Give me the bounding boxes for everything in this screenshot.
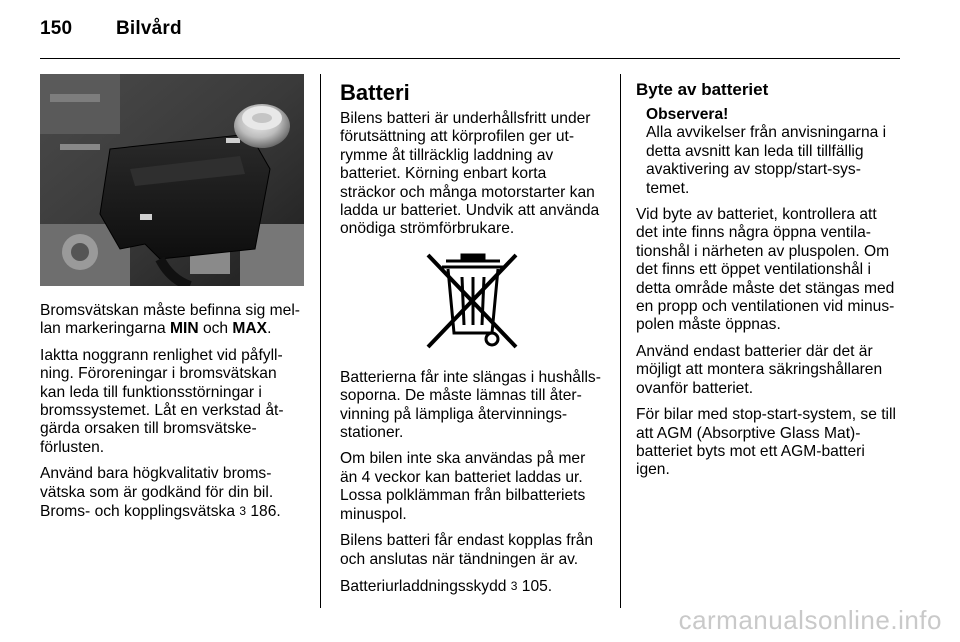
section-heading-battery-replacement: Byte av batteriet — [636, 80, 769, 99]
column-brake-fluid — [40, 74, 306, 529]
min-mark: MIN — [170, 320, 199, 338]
page-ref-arrow-icon: 3 — [510, 578, 518, 593]
section-title: Bilvård — [116, 18, 182, 39]
header-rule — [40, 58, 900, 59]
fuse-holder-paragraph: Använd endast batterier där det är möjligt att montera säkringshållaren ovanför batteriet. — [636, 342, 883, 397]
page-ref-link[interactable]: 186. — [246, 503, 281, 521]
page-header — [40, 18, 182, 40]
page-ref-arrow-icon: 3 — [239, 504, 247, 519]
page-ref-link[interactable]: 105. — [517, 577, 553, 595]
cleanliness-paragraph: Iaktta noggrann renlighet vid påfyll-ning. Föroreningar i bromsvätskan kan leda till funktionsstörningar i bromssystemet. Låt en verkstad åt-gärda orsaken till bromsvätske-förlusten. — [40, 346, 284, 456]
storage-paragraph: Om bilen inte ska användas på mer än 4 veckor kan batteriet laddas ur. Lossa polklämman från bilbatteriets minuspol. — [340, 450, 586, 523]
crossed-out-wheelie-bin-icon — [418, 251, 528, 355]
column-battery — [340, 74, 606, 604]
note-text: Alla avvikelser från anvisningarna i detta avsnitt kan leda till tillfällig avaktivering av stopp/start-sys-temet. — [646, 124, 887, 197]
section-heading-battery: Batteri — [340, 80, 410, 105]
note-box — [646, 106, 902, 198]
column-divider — [320, 74, 321, 608]
ventilation-paragraph: Vid byte av batteriet, kontrollera att det inte finns några öppna ventila-tionshål i närheten av pluspolen. Om det finns ett öppet ventilationshål i detta område måste det stängas med en propp och ventilationen vid minus-polen måste öppnas. — [636, 206, 895, 334]
discharge-protection-paragraph: Batteriurladdningsskydd 3 105. — [340, 577, 553, 595]
note-title: Observera! — [646, 106, 729, 123]
watermark: carmanualsonline.info — [678, 605, 942, 635]
fluid-quality-paragraph: Använd bara högkvalitativ broms-vätska som är godkänd för din bil. Broms- och kopplingsvätska 3 186. — [40, 465, 281, 521]
disconnect-paragraph: Bilens batteri får endast kopplas från och anslutas när tändningen är av. — [340, 532, 594, 568]
battery-intro-paragraph: Bilens batteri är underhållsfritt under förutsättning att körprofilen ger ut-rymme åt tillräcklig laddning av batteriet. Körning enbart korta sträckor och många motorstarter kan ladda ur batteriet. Undvik att använda onödiga strömförbrukare. — [340, 110, 600, 238]
agm-paragraph: För bilar med stop-start-system, se till att AGM (Absorptive Glass Mat)-batteriet byts mot ett AGM-batteri igen. — [636, 406, 896, 479]
brake-fluid-reservoir-photo — [40, 74, 304, 286]
disposal-paragraph: Batterierna får inte slängas i hushålls-soporna. De måste lämnas till åter-vinning på lämpliga återvinnings-stationer. — [340, 368, 601, 442]
max-mark: MAX — [232, 320, 268, 338]
brake-fluid-level-paragraph: Bromsvätskan måste befinna sig mel-lan markeringarna MIN och MAX. — [40, 302, 300, 338]
column-battery-replacement — [636, 74, 902, 488]
page-number: 150 — [40, 18, 73, 39]
column-divider — [620, 74, 621, 608]
